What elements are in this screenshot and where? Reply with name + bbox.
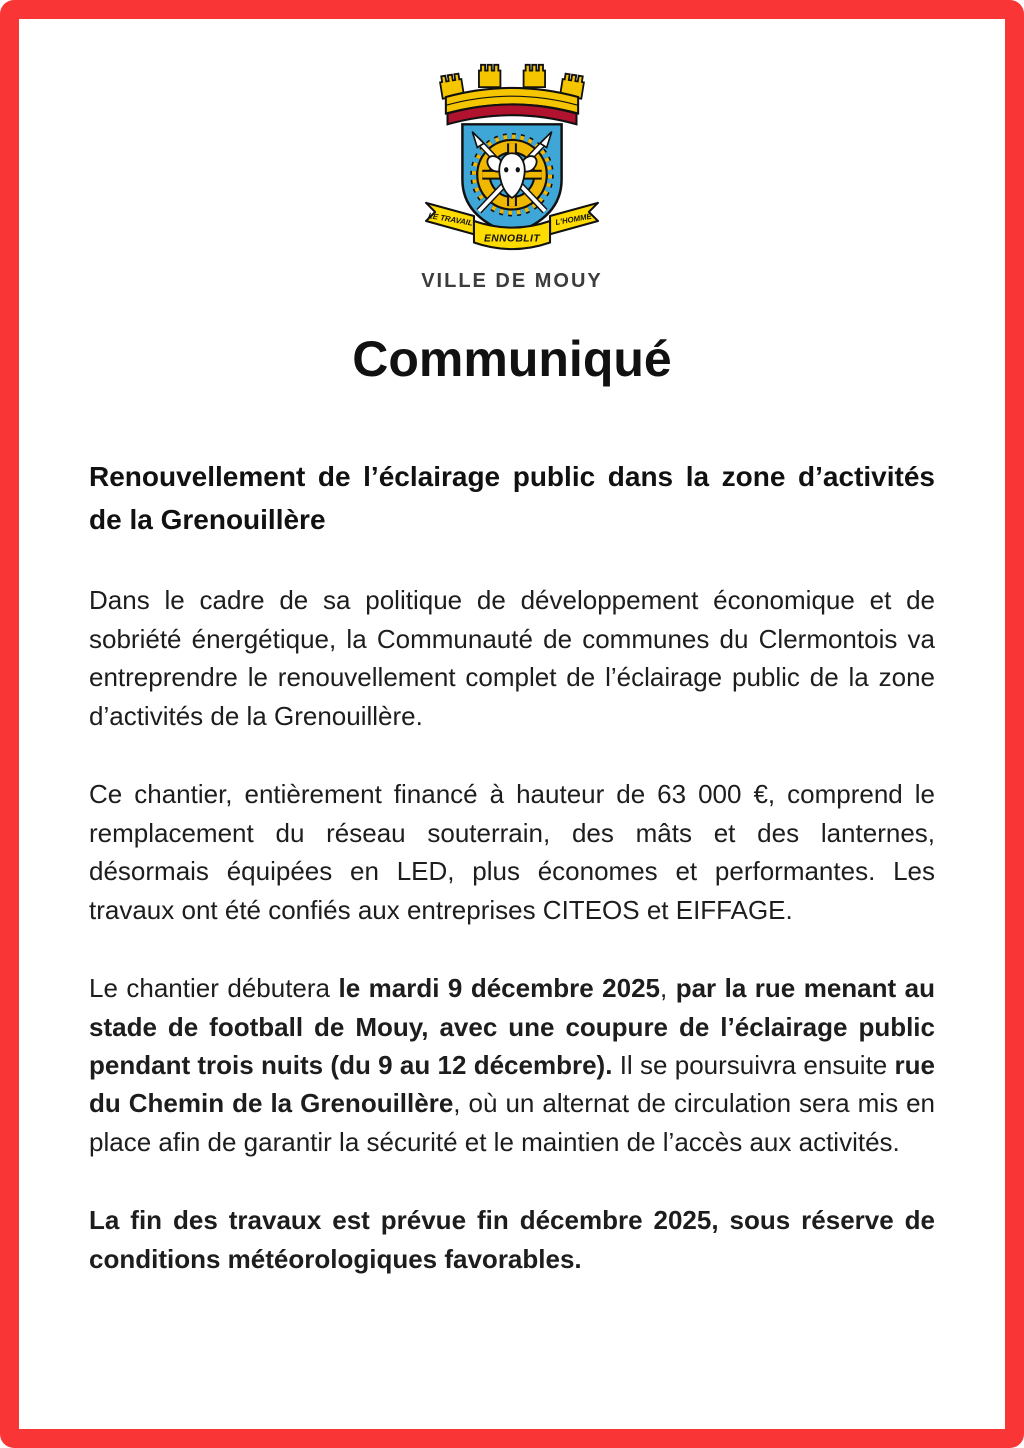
- text-segment: ,: [660, 973, 676, 1004]
- city-name-caption: VILLE DE MOUY: [421, 270, 603, 292]
- text-segment-bold: La fin des travaux est prévue fin décembre 2025, sous réserve de conditions météorologiques favorables.: [89, 1205, 935, 1274]
- paragraph-4: [89, 1201, 935, 1278]
- document-title: Communiqué: [352, 331, 672, 387]
- text-segment-bold: par la rue menant au stade de football de Mouy, avec une coupure de l’éclairage public pendant trois nuits (du 9 au 12 décembre).: [89, 973, 935, 1080]
- text-segment: Le chantier débutera: [89, 973, 339, 1004]
- motto-right-text: L'HOMME: [554, 211, 593, 228]
- document-heading: Renouvellement de l’éclairage public dans la zone d’activités de la Grenouillère: [89, 460, 935, 535]
- text-segment: , où un alternat de circulation sera mis en place afin de garantir la sécurité et le maintien de l’accès aux activités.: [89, 1088, 935, 1157]
- motto-center-text: ENNOBLIT: [483, 233, 541, 245]
- mouy-coat-of-arms-icon: [421, 59, 603, 264]
- text-segment: Dans le cadre de sa politique de développement économique et de sobriété énergétique, la Communauté de communes du Clermontois va entreprendre le renouvellement complet de l’éclairage public de la zone d’activités de la Grenouillère.: [89, 585, 935, 731]
- mural-crown-icon: [439, 65, 585, 125]
- city-masthead: [89, 59, 935, 293]
- motto-left-text: LE TRAVAIL: [427, 211, 474, 228]
- text-segment-bold: rue du Chemin de la Grenouillère: [89, 1049, 936, 1119]
- paragraph-1: [89, 581, 935, 735]
- text-segment: Ce chantier, entièrement financé à hauteur de 63 000 €, comprend le remplacement du réseau souterrain, des mâts et des lanternes, désormais équipées en LED, plus économes et performantes. Les travaux ont été confiés aux entreprises CITEOS et EIFFAGE.: [89, 779, 935, 925]
- text-segment-bold: le mardi 9 décembre 2025: [338, 973, 660, 1004]
- paragraph-2: [89, 775, 935, 929]
- text-segment: Il se poursuivra ensuite: [612, 1049, 895, 1080]
- paragraph-3: [89, 969, 935, 1161]
